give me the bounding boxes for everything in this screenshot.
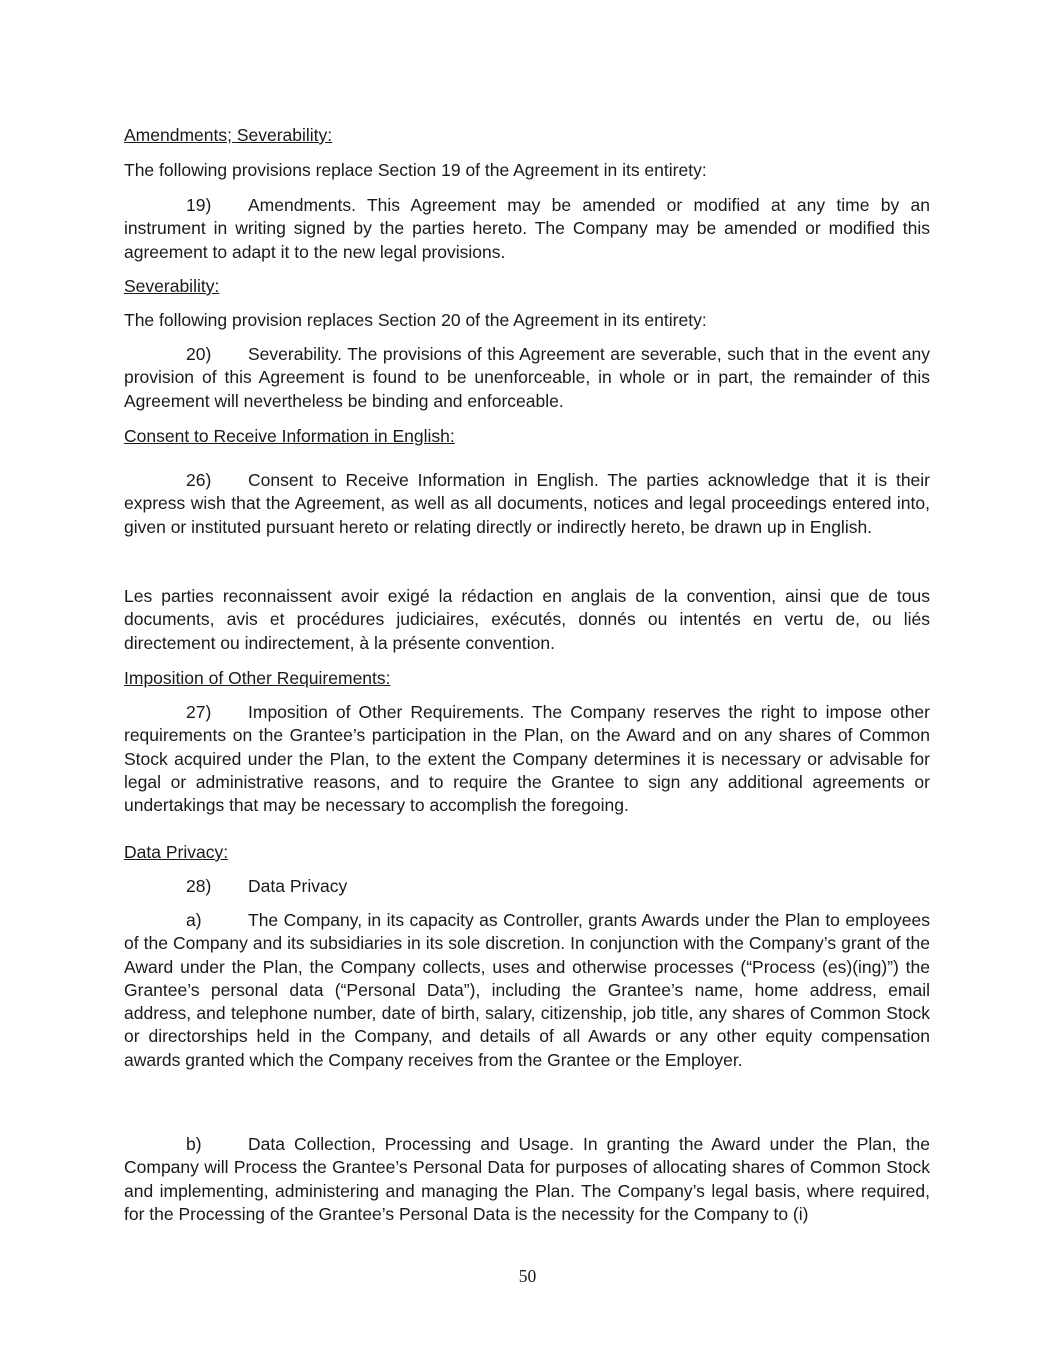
imposition-heading: Imposition of Other Requirements: <box>124 668 391 688</box>
clause-b-text: Data Collection, Processing and Usage. In granting the Award under the Plan, the Company will Process the Grantee’s Personal Data for purposes of allocating shares of Common Stock and implementing, administering and managing the Plan. The Company’s legal basis, where required, for the Processing of the Grantee’s Personal Data is the necessity for the Company to (i) <box>124 1134 930 1224</box>
amendments-intro: The following provisions replace Section 19 of the Agreement in its entirety: <box>124 160 707 180</box>
clause-a <box>124 909 930 1072</box>
section-27-number: 27) <box>186 702 212 722</box>
section-28-number: 28) <box>186 876 212 896</box>
section-20 <box>124 343 930 413</box>
section-20-text: Severability. The provisions of this Agreement are severable, such that in the event any provision of this Agreement is found to be unenforceable, in whole or in part, the remainder of this Agreement will nevertheless be binding and enforceable. <box>124 344 930 411</box>
section-19-text: Amendments. This Agreement may be amended or modified at any time by an instrument in writing signed by the parties hereto. The Company may be amended or modified this agreement to adapt it to the new legal provisions. <box>124 195 930 262</box>
data-privacy-heading: Data Privacy: <box>124 842 229 862</box>
section-26-number: 26) <box>186 470 212 490</box>
consent-heading: Consent to Receive Information in English: <box>124 426 455 446</box>
clause-b <box>124 1133 930 1226</box>
page-number: 50 <box>518 1266 537 1286</box>
section-19-number: 19) <box>186 195 212 215</box>
amendments-heading: Amendments; Severability: <box>124 125 333 145</box>
section-19 <box>124 194 930 264</box>
clause-a-label: a) <box>186 910 202 930</box>
section-26 <box>124 469 930 539</box>
clause-b-label: b) <box>186 1134 202 1154</box>
severability-intro: The following provision replaces Section 20 of the Agreement in its entirety: <box>124 310 707 330</box>
section-26-text: Consent to Receive Information in English. The parties acknowledge that it is their express wish that the Agreement, as well as all documents, notices and legal proceedings entered into, given or instituted pursuant hereto or relating directly or indirectly hereto, be drawn up in English. <box>124 470 930 537</box>
clause-a-text: The Company, in its capacity as Controller, grants Awards under the Plan to employees of the Company and its subsidiaries in its sole discretion. In conjunction with the Company’s grant of the Award under the Plan, the Company collects, uses and otherwise processes (“Process (es)(ing)”) the Grantee’s personal data (“Personal Data”), including the Grantee’s name, home address, email address, and telephone number, date of birth, salary, citizenship, job title, any shares of Common Stock or directorships held in the Company, and details of all Awards or any other equity compensation awards granted which the Company receives from the Grantee or the Employer. <box>124 910 930 1070</box>
severability-heading: Severability: <box>124 276 220 296</box>
section-28 <box>124 875 930 898</box>
section-28-title: Data Privacy <box>248 876 348 896</box>
french-consent-text: Les parties reconnaissent avoir exigé la rédaction en anglais de la convention, ainsi que de tous documents, avis et procédures judiciaires, exécutés, donnés ou intentés en vertu de, ou liés directement ou indirectement, à la présente convention. <box>124 586 930 653</box>
section-27 <box>124 701 930 817</box>
section-20-number: 20) <box>186 344 212 364</box>
section-27-text: Imposition of Other Requirements. The Company reserves the right to impose other requirements on the Grantee’s participation in the Plan, on the Award and on any shares of Common Stock acquired under the Plan, to the extent the Company determines it is necessary or advisable for legal or administrative reasons, and to require the Grantee to sign any additional agreements or undertakings that may be necessary to accomplish the foregoing. <box>124 702 930 816</box>
